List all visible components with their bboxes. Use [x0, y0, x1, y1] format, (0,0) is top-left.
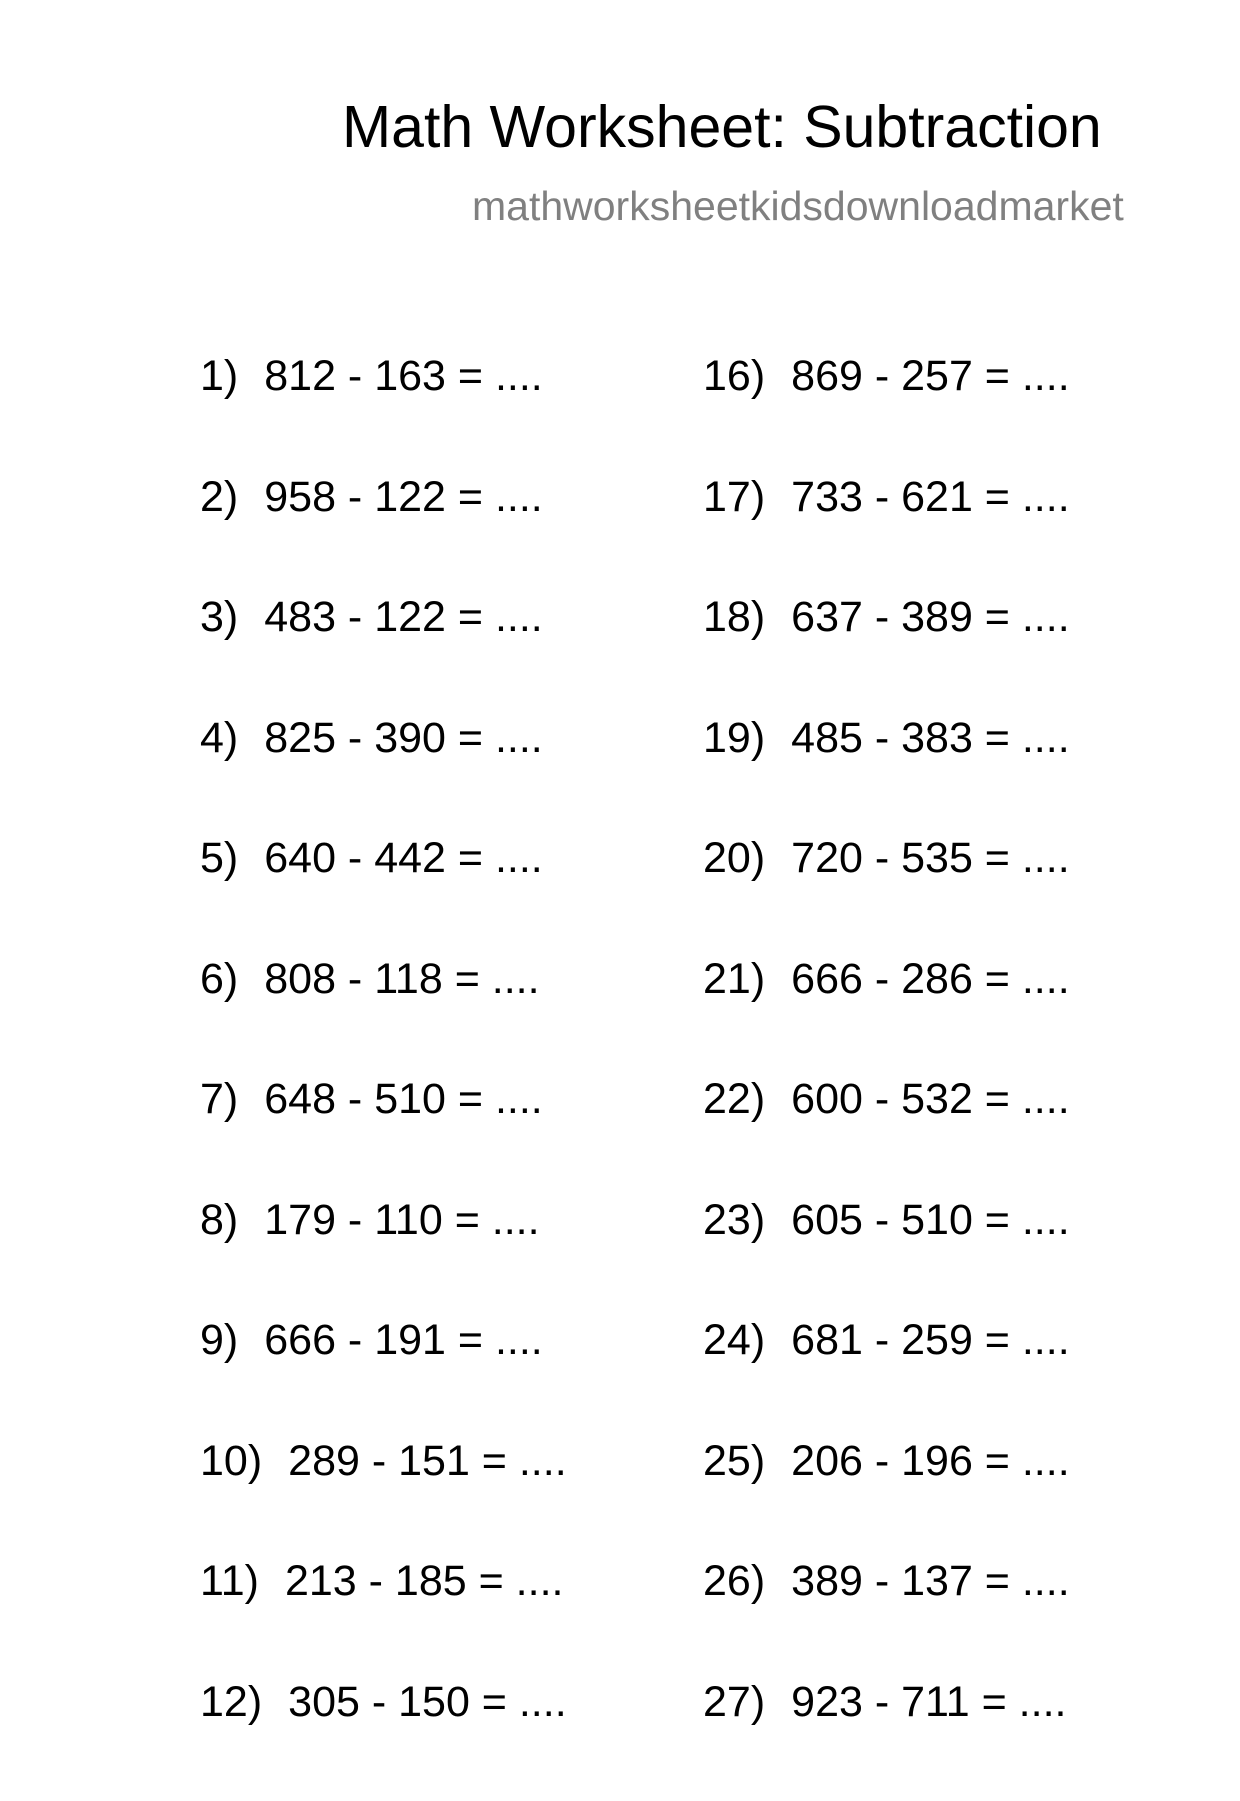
- problem-number: 23): [703, 1199, 765, 1242]
- problem-list-left: [200, 355, 567, 1801]
- problem-number: 24): [703, 1319, 765, 1362]
- problem-expression: 808 - 118 = ....: [264, 955, 539, 1003]
- problem-expression: 666 - 286 = ....: [791, 955, 1070, 1003]
- problem-number: 18): [703, 596, 765, 639]
- problem-item: [200, 837, 567, 958]
- problem-item: [200, 1199, 567, 1320]
- source-watermark: mathworksheetkidsdownloadmarket: [472, 186, 1124, 227]
- problem-number: 8): [200, 1199, 238, 1242]
- problem-number: 17): [703, 476, 765, 519]
- problem-number: 7): [200, 1078, 238, 1121]
- problem-number: 3): [200, 596, 238, 639]
- problem-expression: 720 - 535 = ....: [791, 834, 1070, 882]
- problem-item: [703, 1199, 1070, 1320]
- problem-expression: 637 - 389 = ....: [791, 593, 1070, 641]
- problem-number: 16): [703, 355, 765, 398]
- problem-number: 27): [703, 1681, 765, 1724]
- problem-item: [200, 1560, 567, 1681]
- problem-item: [200, 717, 567, 838]
- problem-expression: 923 - 711 = ....: [791, 1678, 1066, 1726]
- problem-expression: 206 - 196 = ....: [791, 1437, 1070, 1485]
- problem-expression: 605 - 510 = ....: [791, 1196, 1070, 1244]
- problem-expression: 640 - 442 = ....: [264, 834, 543, 882]
- problem-expression: 812 - 163 = ....: [264, 352, 543, 400]
- problem-expression: 213 - 185 = ....: [285, 1557, 564, 1605]
- problem-expression: 483 - 122 = ....: [264, 593, 543, 641]
- problem-item: [200, 355, 567, 476]
- problem-item: [200, 1440, 567, 1561]
- problem-item: [703, 1560, 1070, 1681]
- problem-number: 19): [703, 717, 765, 760]
- problem-number: 22): [703, 1078, 765, 1121]
- problem-expression: 733 - 621 = ....: [791, 473, 1070, 521]
- problem-expression: 485 - 383 = ....: [791, 714, 1070, 762]
- problem-item: [703, 355, 1070, 476]
- problem-expression: 305 - 150 = ....: [288, 1678, 567, 1726]
- problem-expression: 179 - 110 = ....: [264, 1196, 539, 1244]
- problem-number: 21): [703, 958, 765, 1001]
- problem-item: [200, 1319, 567, 1440]
- problem-item: [200, 1681, 567, 1801]
- problem-expression: 825 - 390 = ....: [264, 714, 543, 762]
- problem-number: 4): [200, 717, 238, 760]
- problem-expression: 389 - 137 = ....: [791, 1557, 1070, 1605]
- problem-item: [703, 1440, 1070, 1561]
- problem-item: [703, 1078, 1070, 1199]
- problem-expression: 289 - 151 = ....: [288, 1437, 567, 1485]
- problem-expression: 648 - 510 = ....: [264, 1075, 543, 1123]
- problem-item: [703, 596, 1070, 717]
- problem-number: 6): [200, 958, 238, 1001]
- problem-number: 26): [703, 1560, 765, 1603]
- problem-number: 9): [200, 1319, 238, 1362]
- problem-expression: 600 - 532 = ....: [791, 1075, 1070, 1123]
- page-title: Math Worksheet: Subtraction: [342, 98, 1102, 157]
- problem-number: 11): [200, 1560, 259, 1603]
- problem-item: [200, 596, 567, 717]
- problem-item: [200, 958, 567, 1079]
- problem-expression: 958 - 122 = ....: [264, 473, 543, 521]
- problem-expression: 869 - 257 = ....: [791, 352, 1070, 400]
- problem-item: [703, 717, 1070, 838]
- problem-item: [703, 837, 1070, 958]
- problem-item: [200, 476, 567, 597]
- problem-item: [703, 1319, 1070, 1440]
- problem-item: [703, 958, 1070, 1079]
- problem-item: [703, 476, 1070, 597]
- problem-expression: 666 - 191 = ....: [264, 1316, 543, 1364]
- problem-item: [703, 1681, 1070, 1801]
- problem-number: 5): [200, 837, 238, 880]
- problem-expression: 681 - 259 = ....: [791, 1316, 1070, 1364]
- problem-number: 1): [200, 355, 238, 398]
- problem-number: 12): [200, 1681, 262, 1724]
- problem-number: 10): [200, 1440, 262, 1483]
- problem-number: 20): [703, 837, 765, 880]
- problem-number: 2): [200, 476, 238, 519]
- problem-number: 25): [703, 1440, 765, 1483]
- problem-item: [200, 1078, 567, 1199]
- problem-list-right: [703, 355, 1070, 1801]
